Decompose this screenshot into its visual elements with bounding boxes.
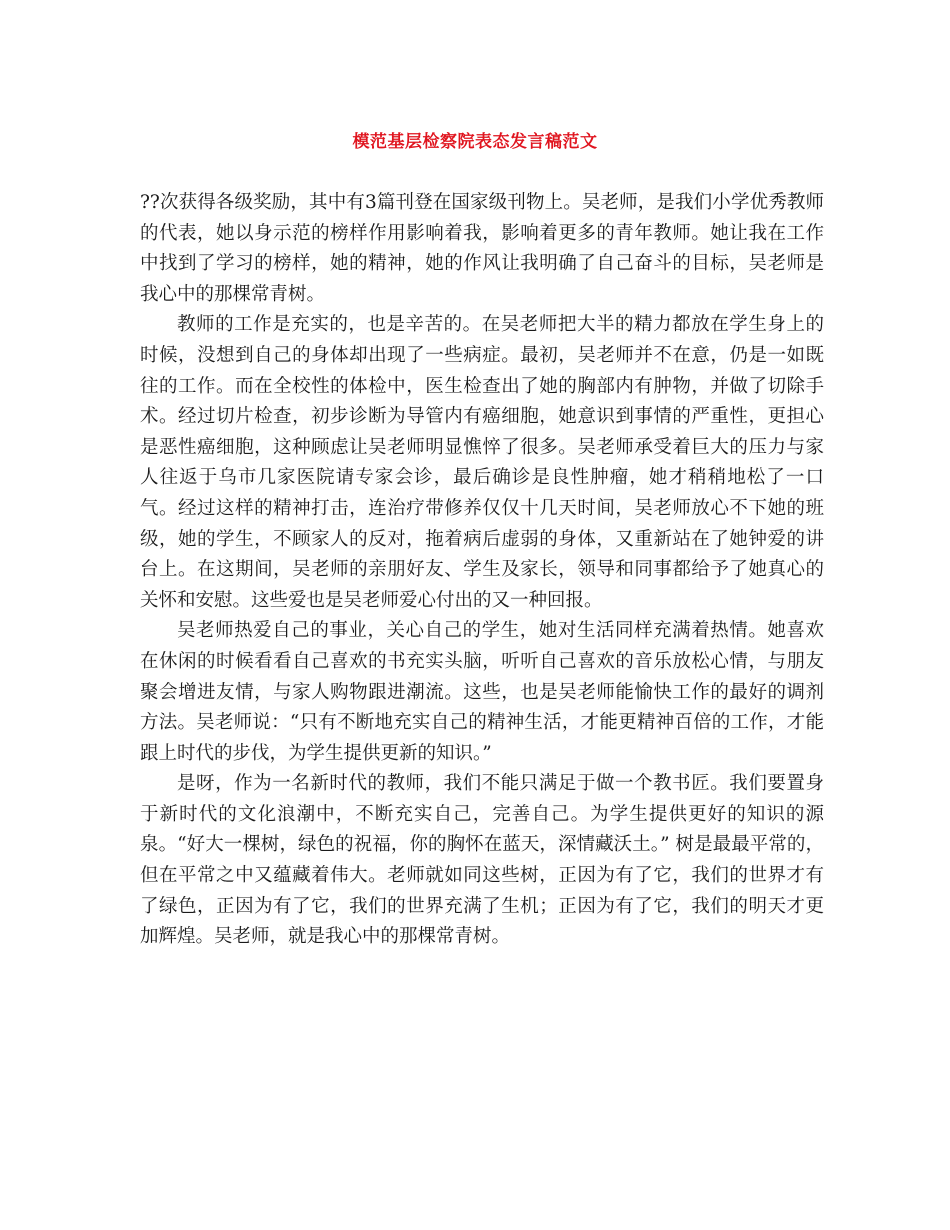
paragraph-1: ??次获得各级奖励，其中有3篇刊登在国家级刊物上。吴老师，是我们小学优秀教师的代表，她以身示范的榜样作用影响着我，影响着更多的青年教师。她让我在工作中找到了学习的榜样，她的精神，她的作风让我明确了自己奋斗的目标，吴老师是我心中的那棵常青树。 [140, 192, 824, 305]
document-body [140, 188, 824, 953]
paragraph-3: 吴老师热爱自己的事业，关心自己的学生，她对生活同样充满着热情。她喜欢在休闲的时候看看自己喜欢的书充实头脑，听听自己喜欢的音乐放松心情，与朋友聚会增进友情，与家人购物跟进潮流。这些，也是吴老师能愉快工作的最好的调剂方法。吴老师说：“只有不断地充实自己的精神生活，才能更精神百倍的工作，才能跟上时代的步伐，为学生提供更新的知识。” [140, 620, 824, 764]
paragraph-4: 是呀，作为一名新时代的教师，我们不能只满足于做一个教书匠。我们要置身于新时代的文化浪潮中，不断充实自己，完善自己。为学生提供更好的知识的源泉。“好大一棵树，绿色的祝福，你的胸怀在蓝天，深情藏沃土。” 树是最最平常的，但在平常之中又蕴藏着伟大。老师就如同这些树，正因为有了它，我们的世界才有了绿色，正因为有了它，我们的世界充满了生机；正因为有了它，我们的明天才更加辉煌。吴老师，就是我心中的那棵常青树。 [140, 773, 824, 948]
paragraph-2: 教师的工作是充实的，也是辛苦的。在吴老师把大半的精力都放在学生身上的时候，没想到自己的身体却出现了一些病症。最初，吴老师并不在意，仍是一如既往的工作。而在全校性的体检中，医生检查出了她的胸部内有肿物，并做了切除手术。经过切片检查，初步诊断为导管内有癌细胞，她意识到事情的严重性，更担心是恶性癌细胞，这种顾虑让吴老师明显憔悴了很多。吴老师承受着巨大的压力与家人往返于乌市几家医院请专家会诊，最后确诊是良性肿瘤，她才稍稍地松了一口气。经过这样的精神打击，连治疗带修养仅仅十几天时间，吴老师放心不下她的班级，她的学生，不顾家人的反对，拖着病后虚弱的身体，又重新站在了她钟爱的讲台上。在这期间，吴老师的亲朋好友、学生及家长，领导和同事都给予了她真心的关怀和安慰。这些爱也是吴老师爱心付出的又一种回报。 [140, 314, 824, 611]
document-title: 模范基层检察院表态发言稿范文 [352, 132, 598, 152]
